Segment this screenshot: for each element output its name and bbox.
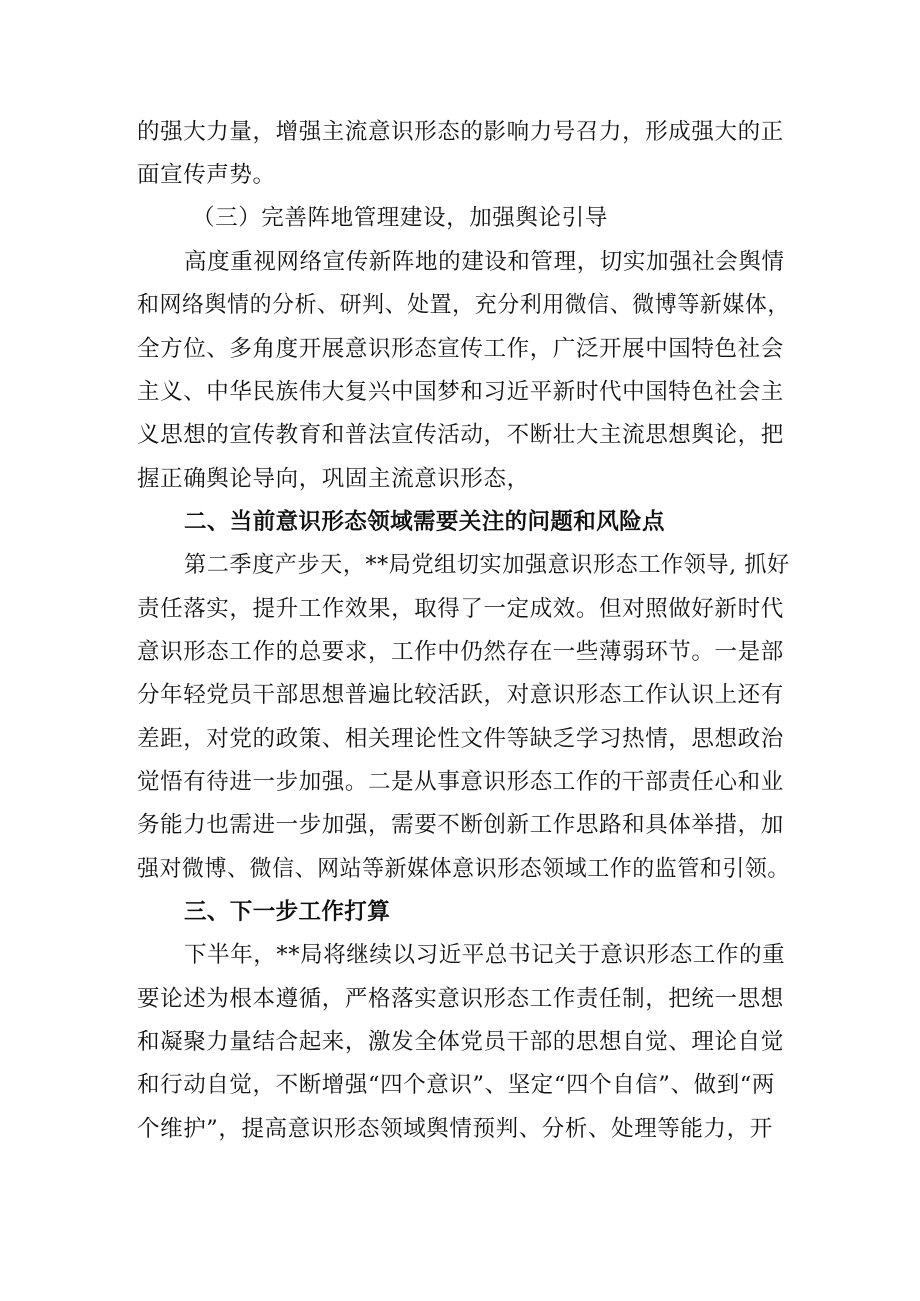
paragraph-line: 全方位、多角度开展意识形态宣传工作，广泛开展中国特色社会 <box>137 336 784 362</box>
section-heading: 二、当前意识形态领域需要关注的问题和风险点 <box>184 509 665 535</box>
paragraph-line: 面宣传声势。 <box>137 162 276 188</box>
paragraph-line: 个维护”，提高意识形态领域舆情预判、分析、处理等能力，开 <box>137 1116 773 1142</box>
paragraph-line: 务能力也需进一步加强，需要不断创新工作思路和具体举措，加 <box>137 812 784 838</box>
paragraph-line: 高度重视网络宣传新阵地的建设和管理，切实加强社会舆情 <box>184 249 785 275</box>
paragraph-line: 要论述为根本遵循，严格落实意识形态工作责任制，把统一思想 <box>137 986 784 1012</box>
paragraph-line: 第二季度产步天，**局党组切实加强意识形态工作领导, 抓好 <box>184 552 790 578</box>
paragraph-line: 强对微博、微信、网站等新媒体意识形态领域工作的监管和引领。 <box>137 856 790 882</box>
paragraph-line: 觉悟有待进一步加强。二是从事意识形态工作的干部责任心和业 <box>137 769 784 795</box>
subsection-heading: （三）完善阵地管理建设，加强舆论引导 <box>192 205 608 231</box>
paragraph-line: 和凝聚力量结合起来，激发全体党员干部的思想自觉、理论自觉 <box>137 1029 784 1055</box>
paragraph-line: 意识形态工作的总要求，工作中仍然存在一些薄弱环节。一是部 <box>137 639 784 665</box>
paragraph-line: 主义、中华民族伟大复兴中国梦和习近平新时代中国特色社会主 <box>137 379 784 405</box>
paragraph-line: 下半年，**局将继续以习近平总书记关于意识形态工作的重 <box>184 942 786 968</box>
paragraph-line: 义思想的宣传教育和普法宣传活动，不断壮大主流思想舆论，把 <box>137 422 784 448</box>
section-heading: 三、下一步工作打算 <box>184 899 391 925</box>
paragraph-line: 和网络舆情的分析、研判、处置，充分利用微信、微博等新媒体， <box>137 292 790 318</box>
paragraph-line: 分年轻党员干部思想普遍比较活跃，对意识形态工作认识上还有 <box>137 682 784 708</box>
paragraph-line: 和行动自觉，不断增强“四个意识”、坚定“四个自信”、做到“两 <box>137 1072 776 1098</box>
paragraph-line: 的强大力量，增强主流意识形态的影响力号召力，形成强大的正 <box>137 119 784 145</box>
paragraph-line: 责任落实，提升工作效果，取得了一定成效。但对照做好新时代 <box>137 596 784 622</box>
paragraph-line: 差距，对党的政策、相关理论性文件等缺乏学习热情，思想政治 <box>137 726 784 752</box>
paragraph-line: 握正确舆论导向，巩固主流意识形态， <box>137 466 530 492</box>
